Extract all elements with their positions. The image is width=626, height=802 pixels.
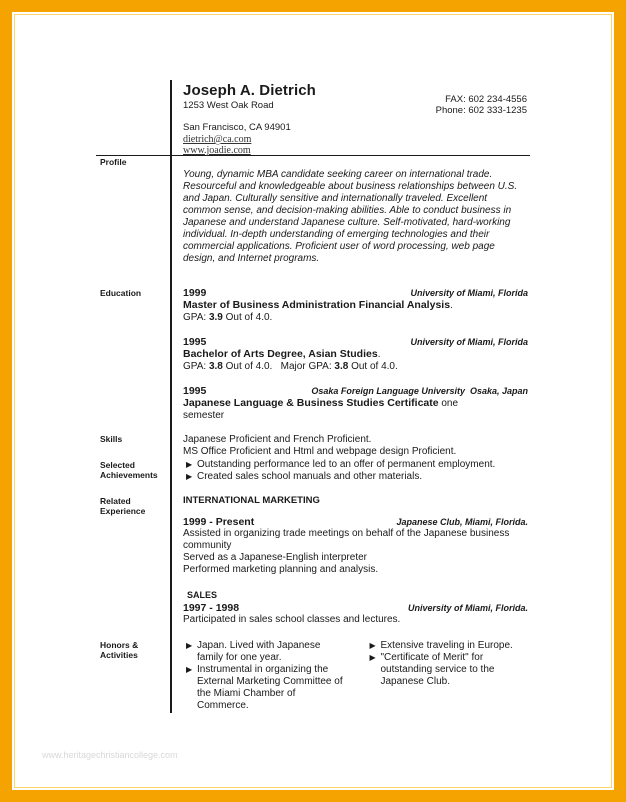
email-link[interactable]: dietrich@ca.com xyxy=(183,134,252,145)
contact-block xyxy=(436,94,527,116)
fax-number: FAX: 602 234-4556 xyxy=(445,94,527,105)
list-item: ▶ Instrumental in organizing the External Marketing Committee of the Miami Chamber of Commerce. xyxy=(186,664,343,711)
address-line2: San Francisco, CA 94901 xyxy=(183,122,291,133)
triangle-right-icon: ▶ xyxy=(369,653,376,662)
experience-job-1: 1999 - Present Japanese Club, Miami, Florida. Assisted in organizing trade meetings on behalf of the Japanese business community Served as a Japanese-English interpreter Performed marketing planning and analysis. xyxy=(183,516,528,575)
triangle-right-icon: ▶ xyxy=(186,665,193,674)
edu-year: 1999 xyxy=(183,287,207,299)
experience-section-title-1: INTERNATIONAL MARKETING xyxy=(183,495,320,506)
section-label-experience: Related Experience xyxy=(100,496,146,516)
address-line1: 1253 West Oak Road xyxy=(183,100,274,111)
edu-degree: Japanese Language & Business Studies Certificate xyxy=(183,397,439,409)
job-period: 1997 - 1998 xyxy=(183,602,240,614)
experience-job-2: 1997 - 1998 University of Miami, Florida. Participated in sales school classes and lectures. xyxy=(183,602,528,625)
education-entry-1: 1999 University of Miami, Florida Master of Business Administration Financial Analysis. GPA: 3.9 Out of 4.0. xyxy=(183,287,528,323)
list-item: ▶ Japan. Lived with Japanese family for one year. xyxy=(186,640,321,663)
list-item: ▶ Extensive traveling in Europe. xyxy=(369,640,513,651)
list-item: ▶ "Certificate of Merit" for outstanding service to the Japanese Club. xyxy=(369,652,495,687)
education-entry-2: 1995 University of Miami, Florida Bachelor of Arts Degree, Asian Studies. GPA: 3.8 Out of 4.0. Major GPA: 3.8 Out of 4.0. xyxy=(183,336,528,372)
edu-degree-line2: semester xyxy=(183,410,225,421)
edu-year: 1995 xyxy=(183,336,207,348)
phone-number: Phone: 602 333-1235 xyxy=(435,105,527,116)
edu-gpa: GPA: 3.8 Out of 4.0. Major GPA: 3.8 Out of 4.0. xyxy=(183,361,398,372)
website-link[interactable]: www.joadie.com xyxy=(183,145,251,156)
edu-degree: Bachelor of Arts Degree, Asian Studies xyxy=(183,348,378,360)
job-period: 1999 - Present xyxy=(183,516,255,528)
section-label-honors: Honors & Activities xyxy=(100,640,139,660)
edu-institution: University of Miami, Florida xyxy=(410,288,528,298)
job-org: Japanese Club, Miami, Florida. xyxy=(396,517,528,527)
edu-gpa: GPA: 3.9 Out of 4.0. xyxy=(183,312,273,323)
section-label-skills: Skills xyxy=(100,434,123,444)
section-label-profile: Profile xyxy=(100,157,127,167)
watermark: www.heritagechristiancollege.com xyxy=(42,750,178,760)
education-entry-3: 1995 Osaka Foreign Language University Osaka, Japan Japanese Language & Business Studies Certificate one semester xyxy=(183,385,528,421)
edu-year: 1995 xyxy=(183,385,207,397)
section-label-achievements: Selected Achievements xyxy=(100,460,158,480)
edu-institution: University of Miami, Florida xyxy=(410,337,528,347)
triangle-right-icon: ▶ xyxy=(369,641,376,650)
triangle-right-icon: ▶ xyxy=(186,472,193,481)
honors-left-column xyxy=(183,640,345,712)
section-label-education: Education xyxy=(100,288,142,298)
list-item: ▶ Created sales school manuals and other materials. xyxy=(186,471,423,482)
achievements-list xyxy=(183,459,528,483)
triangle-right-icon: ▶ xyxy=(186,641,193,650)
vertical-rule xyxy=(170,80,172,713)
honors-list xyxy=(183,640,528,712)
resume-name: Joseph A. Dietrich xyxy=(183,82,316,99)
profile-text: Young, dynamic MBA candidate seeking career on international trade. Resourceful and knowledgeable about business relationships between U.S. and Japan. Culturally sensitive and internationally traveled. Excellent common sense, and decision-making abilities. Able to conduct business in Japanese and understand Japanese culture. Self-motivated, hard-working individual. In-depth understanding of emerging technologies and their commercial applications. Proficient user of word processing, web page design, and Internet programs. xyxy=(183,169,518,264)
edu-degree: Master of Business Administration Financial Analysis xyxy=(183,299,451,311)
header-rule xyxy=(96,155,530,156)
skills-text: Japanese Proficient and French Proficient. MS Office Proficient and Html and webpage design Proficient. xyxy=(183,434,457,457)
list-item: ▶ Outstanding performance led to an offer of permanent employment. xyxy=(186,459,496,470)
honors-right-column xyxy=(367,640,529,712)
triangle-right-icon: ▶ xyxy=(186,460,193,469)
experience-section-title-2: SALES xyxy=(187,590,218,600)
edu-institution: Osaka Foreign Language University Osaka, Japan xyxy=(311,386,528,396)
job-org: University of Miami, Florida. xyxy=(407,603,528,613)
